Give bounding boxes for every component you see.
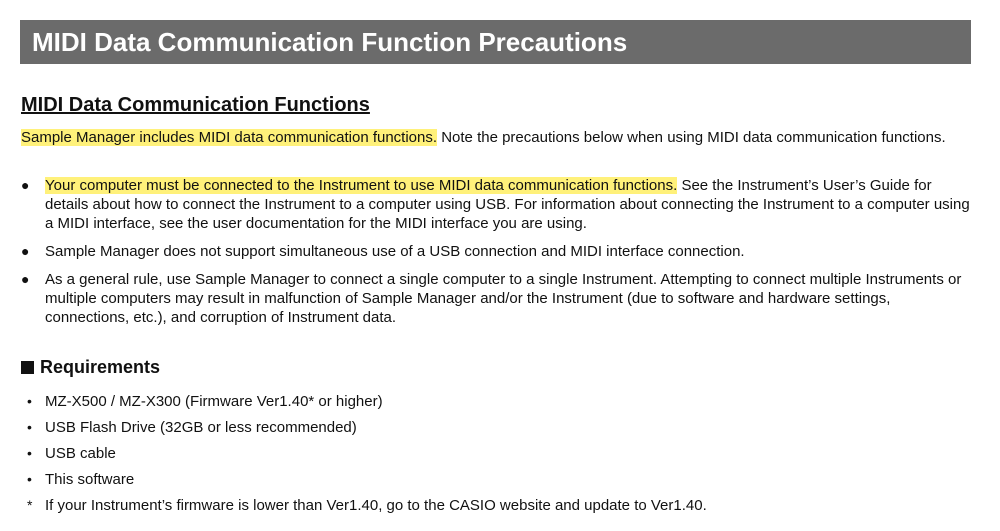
requirements-heading [21, 356, 160, 378]
small-bullet-icon: • [27, 471, 32, 487]
page-title: MIDI Data Communication Function Precautions [32, 27, 628, 57]
intro-highlight: Sample Manager includes MIDI data communication functions. [21, 129, 438, 146]
small-bullet-icon: • [27, 445, 32, 461]
requirement-text: This software [45, 471, 135, 488]
title-bar [20, 20, 971, 64]
bullet-dot-icon: ● [21, 271, 30, 287]
bullet-text: Sample Manager does not support simultaneous use of a USB connection and MIDI interface connection. [45, 243, 745, 260]
requirement-text: USB cable [45, 445, 116, 462]
bullet-dot-icon: ● [21, 243, 30, 259]
requirement-item [27, 444, 116, 463]
small-bullet-icon: • [27, 393, 32, 409]
bullet-item [21, 270, 971, 327]
requirement-item [27, 470, 134, 489]
bullet-item [21, 242, 971, 261]
requirement-text: MZ-X500 / MZ-X300 (Firmware Ver1.40* or higher) [45, 393, 383, 410]
intro-rest: Note the precautions below when using MIDI data communication functions. [437, 129, 946, 146]
bullet-item [21, 176, 971, 233]
bullet-text [45, 176, 971, 233]
bullet-highlight: Your computer must be connected to the Instrument to use MIDI data communication functions. [45, 177, 678, 194]
requirement-item [27, 392, 383, 411]
bullet-dot-icon: ● [21, 177, 30, 193]
requirement-note [27, 496, 707, 515]
requirements-heading-text: Requirements [40, 357, 161, 377]
note-text: If your Instrument’s firmware is lower than Ver1.40, go to the CASIO website and update to Ver1.40. [45, 497, 707, 514]
requirement-text: USB Flash Drive (32GB or less recommended) [45, 419, 357, 436]
requirement-item [27, 418, 357, 437]
bullet-body-text: See the Instrument’s User’s Guide for details about how to connect the Instrument to a computer using USB. For information about connecting the Instrument to a computer using a MIDI interface, see the user documentation for the MIDI interface you are using. [45, 177, 970, 232]
intro-paragraph [21, 128, 951, 147]
square-bullet-icon [21, 361, 34, 374]
section-heading: MIDI Data Communication Functions [21, 94, 370, 116]
small-bullet-icon: • [27, 419, 32, 435]
note-marker: * [27, 497, 33, 513]
bullet-text: As a general rule, use Sample Manager to connect a single computer to a single Instrument. Attempting to connect multiple Instruments or multiple computers may result in malfunction of Sample Manager and/or the Instrument (due to software and hardware settings, connections, etc.), and corruption of Instrument data. [45, 271, 962, 326]
